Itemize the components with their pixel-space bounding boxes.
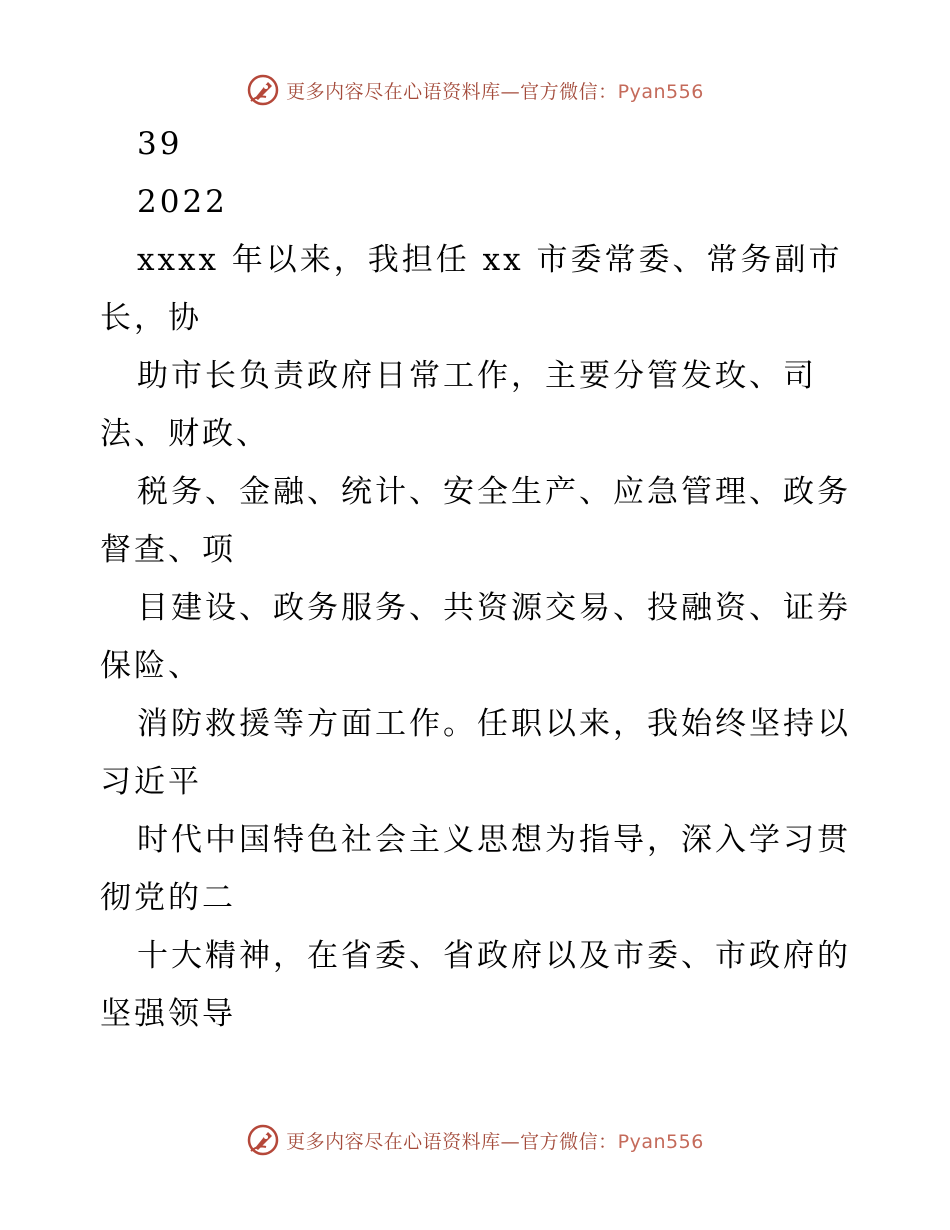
text-line: 督查、项: [100, 532, 236, 568]
text-line: 消防救援等方面工作。任职以来，我始终坚持以: [137, 706, 851, 742]
header-watermark-text: 更多内容尽在心语资料库—官方微信：Pyan556: [286, 80, 704, 103]
text-line: xxxx 年以来，我担任 xx 市委常委、常务副市: [137, 242, 843, 278]
text-line: 39: [137, 126, 183, 162]
text-line: 助市长负责政府日常工作，主要分管发玫、司: [137, 358, 817, 394]
header-wechat-handle: Pyan556: [617, 80, 704, 103]
document-body: [100, 115, 860, 1043]
footer-watermark-text: 更多内容尽在心语资料库—官方微信：Pyan556: [286, 1130, 704, 1153]
text-line: 保险、: [100, 648, 202, 684]
text-line: 长，协: [100, 300, 202, 336]
footer-watermark: [0, 1120, 950, 1160]
header-watermark: [0, 70, 950, 110]
footer-wechat-handle: Pyan556: [617, 1130, 704, 1153]
text-line: 时代中国特色社会主义思想为指导，深入学习贯: [137, 822, 851, 858]
text-line: 目建设、政务服务、共资源交易、投融资、证券: [137, 590, 851, 626]
text-line: 坚强领导: [100, 996, 236, 1032]
pen-nib-logo-icon: [246, 73, 280, 107]
pen-nib-logo-icon: [246, 1123, 280, 1157]
text-line: 法、财政、: [100, 416, 270, 452]
text-line: 2022: [137, 184, 228, 220]
text-line: 彻党的二: [100, 880, 236, 916]
text-line: 十大精神，在省委、省政府以及市委、市政府的: [137, 938, 851, 974]
text-line: 税务、金融、统计、安全生产、应急管理、政务: [137, 474, 851, 510]
text-line: 习近平: [100, 764, 202, 800]
